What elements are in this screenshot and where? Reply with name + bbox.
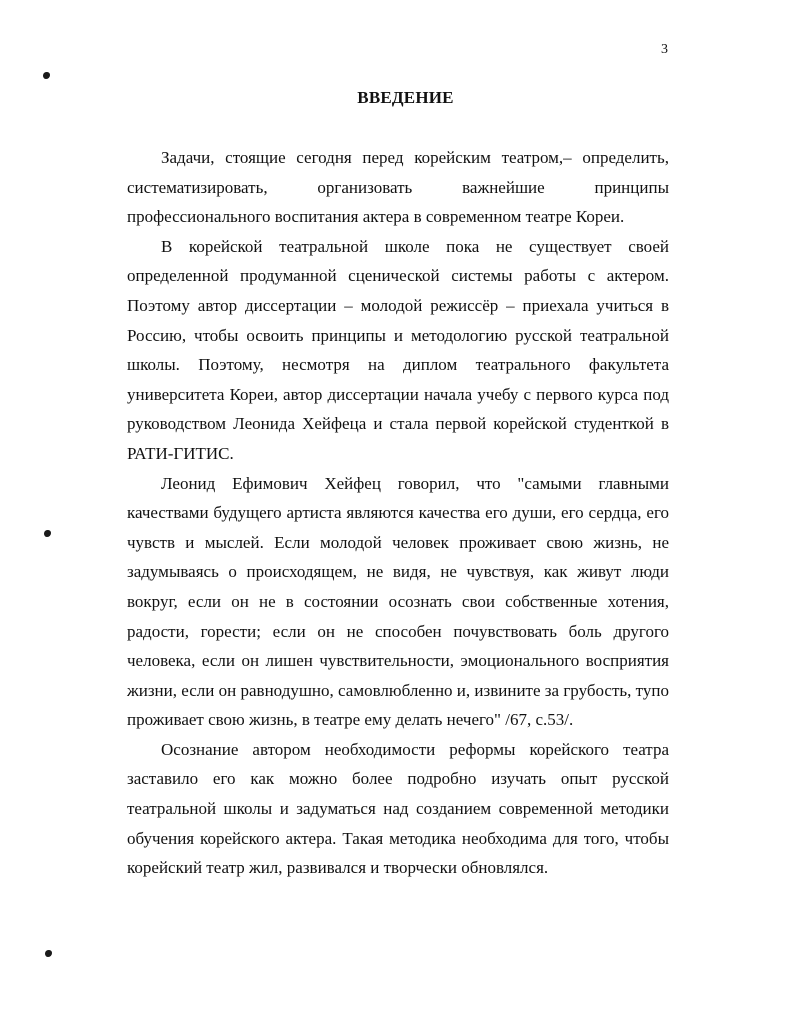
paragraph-4: Осознание автором необходимости реформы корейского театра заставило его как можно более подробно изучать опыт русской театральной школы и задуматься над созданием современной методики обучения корейского актера. Такая методика необходима для того, чтобы корейский театр жил, развивался и творчески обновлялся.	[127, 739, 669, 878]
page-title: ВВЕДЕНИЕ	[357, 88, 454, 107]
scan-mark-middle	[44, 530, 51, 537]
paragraph-1: Задачи, стоящие сегодня перед корейским театром,– определить, систематизировать, организовать важнейшие принципы профессионального воспитания актера в современном театре Кореи.	[127, 148, 669, 227]
body-text	[127, 143, 669, 883]
paragraph-3: Леонид Ефимович Хейфец говорил, что "самыми главными качествами будущего артиста являются качества его души, его сердца, его чувств и мыслей. Если молодой человек проживает свою жизнь, не задумываясь о происходящем, не видя, не чувствуя, как живут люди вокруг, если он не в состоянии осознать свои собственные хотения, радости, горести; если он не способен почувствовать боль другого человека, если он лишен чувствительности, эмоционального восприятия жизни, если он равнодушно, самовлюбленно и, извините за грубость, тупо проживает свою жизнь, в театре ему делать нечего" /67, с.53/.	[127, 473, 669, 730]
paragraph-2: В корейской театральной школе пока не существует своей определенной продуманной сценической системы работы с актером. Поэтому автор диссертации – молодой режиссёр – приехала учиться в Россию, чтобы освоить принципы и методологию русской театральной школы. Поэтому, несмотря на диплом театрального факультета университета Кореи, автор диссертации начала учебу с первого курса под руководством Леонида Хейфеца и стала первой корейской студенткой в РАТИ-ГИТИС.	[127, 236, 669, 463]
scan-mark-bottom	[45, 950, 52, 957]
page-number: 3	[661, 42, 668, 57]
scan-mark-top	[43, 72, 50, 79]
